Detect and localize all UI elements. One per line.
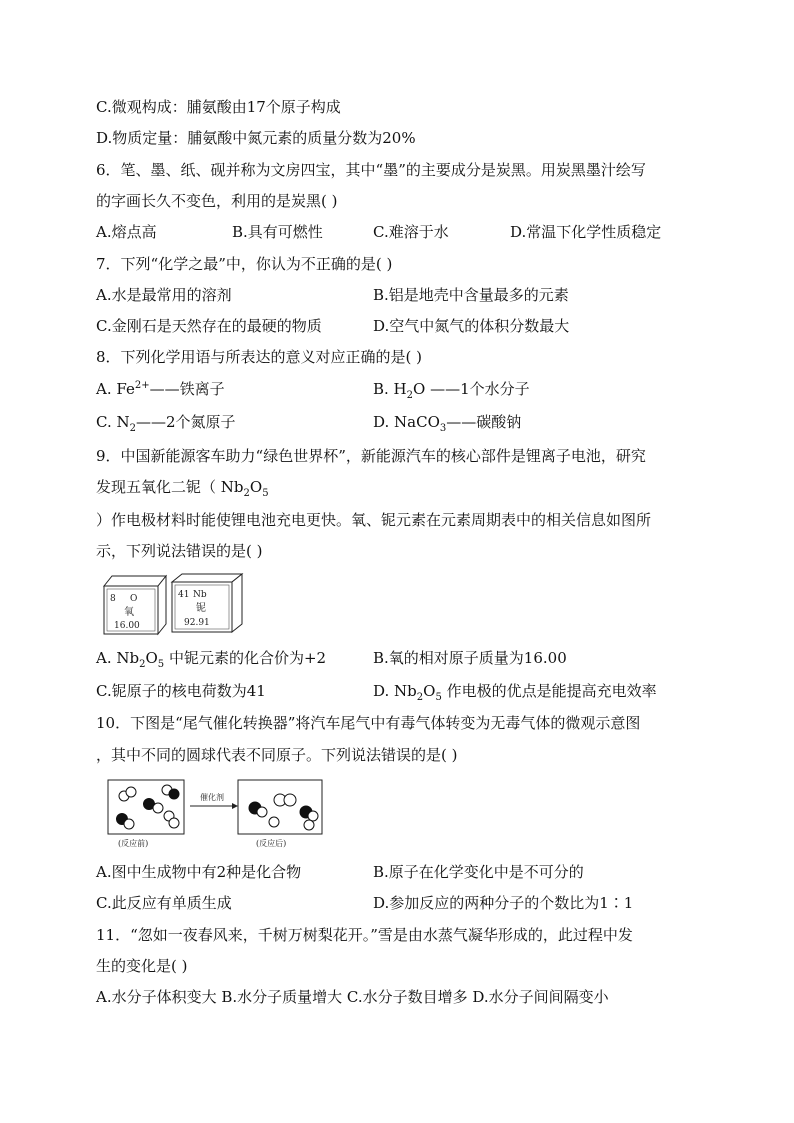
q7-option-b: B.铝是地壳中含量最多的元素 <box>373 286 569 304</box>
q10-option-a: A.图中生成物中有2种是化合物 <box>96 863 302 881</box>
niobium-symbol: Nb <box>193 590 207 600</box>
q9-option-b: B.氧的相对原子质量为16.00 <box>373 649 567 667</box>
after-label: (反应后) <box>256 839 287 848</box>
question-6-line1: 6．笔、墨、纸、砚并称为文房四宝，其中“墨”的主要成分是炭黑。用炭黑墨汁绘写 <box>96 161 646 179</box>
question-9-line2: 发现五氧化二铌（ $Nb_2O_5$ <box>96 478 269 499</box>
oxygen-number: 8 <box>110 594 116 604</box>
question-6-line2: 的字画长久不变色，利用的是炭黑( ) <box>96 192 338 210</box>
q6-option-b: B.具有可燃性 <box>232 223 323 241</box>
question-10-line2: ，其中不同的圆球代表不同原子。下列说法错误的是( ) <box>96 746 458 764</box>
reaction-diagram <box>104 776 334 850</box>
question-11-line2: 生的变化是( ) <box>96 957 188 975</box>
question-9-line4: 示，下列说法错误的是( ) <box>96 542 263 560</box>
question-8: 8．下列化学用语与所表达的意义对应正确的是( ) <box>96 348 423 366</box>
oxygen-name: 氧 <box>124 607 134 618</box>
niobium-number: 41 <box>178 590 190 600</box>
q8-option-d: D. NaCO$_3$——碳酸钠 <box>373 413 522 434</box>
option-c-q5: C.微观构成：脯氨酸由17个原子构成 <box>96 98 341 116</box>
niobium-name: 铌 <box>196 603 206 614</box>
q9-option-d: D. $Nb_2O_5$ 作电极的优点是能提高充电效率 <box>373 682 657 703</box>
q9-option-a: A. $Nb_2O_5$ 中铌元素的化合价为+2 <box>96 649 327 670</box>
q8-option-c: C. $N_2——2$个氮原子 <box>96 413 236 434</box>
q8-option-a: A. $Fe^{2+}——$铁离子 <box>96 380 225 398</box>
q10-option-d: D.参加反应的两种分子的个数比为1∶1 <box>373 894 634 912</box>
q8-option-b: B. $H_2O$ ——1个水分子 <box>373 380 530 401</box>
before-label: (反应前) <box>118 839 149 848</box>
q7-option-a: A.水是最常用的溶剂 <box>96 286 232 304</box>
question-7: 7．下列“化学之最”中，你认为不正确的是( ) <box>96 255 393 273</box>
oxygen-symbol: O <box>130 594 138 604</box>
question-11-line1: 11．“忽如一夜春风来，千树万树梨花开。”雪是由水蒸气凝华形成的，此过程中发 <box>96 926 633 944</box>
oxygen-card <box>104 576 166 634</box>
q10-option-c: C.此反应有单质生成 <box>96 894 232 912</box>
q10-option-b: B.原子在化学变化中是不可分的 <box>373 863 584 881</box>
niobium-mass: 92.91 <box>184 618 210 628</box>
catalyst-label: 催化剂 <box>200 793 224 802</box>
question-9-line3: ）作电极材料时能使锂电池充电更快。氧、铌元素在元素周期表中的相关信息如图所 <box>96 511 652 529</box>
q7-option-d: D.空气中氮气的体积分数最大 <box>373 317 570 335</box>
niobium-card <box>172 574 242 632</box>
oxygen-mass: 16.00 <box>114 621 140 631</box>
q9-option-c: C.铌原子的核电荷数为41 <box>96 682 266 700</box>
q6-option-c: C.难溶于水 <box>373 223 449 241</box>
q11-options: A.水分子体积变大 B.水分子质量增大 C.水分子数目增多 D.水分子间间隔变小 <box>96 988 609 1006</box>
q6-option-a: A.熔点高 <box>96 223 157 241</box>
q6-option-d: D.常温下化学性质稳定 <box>510 223 662 241</box>
element-cards-figure <box>100 572 245 636</box>
question-9-line1: 9．中国新能源客车助力“绿色世界杯”，新能源汽车的核心部件是锂离子电池，研究 <box>96 447 646 465</box>
question-10-line1: 10．下图是“尾气催化转换器”将汽车尾气中有毒气体转变为无毒气体的微观示意图 <box>96 714 641 732</box>
q7-option-c: C.金刚石是天然存在的最硬的物质 <box>96 317 322 335</box>
option-d-q5: D.物质定量：脯氨酸中氮元素的质量分数为20% <box>96 129 416 147</box>
